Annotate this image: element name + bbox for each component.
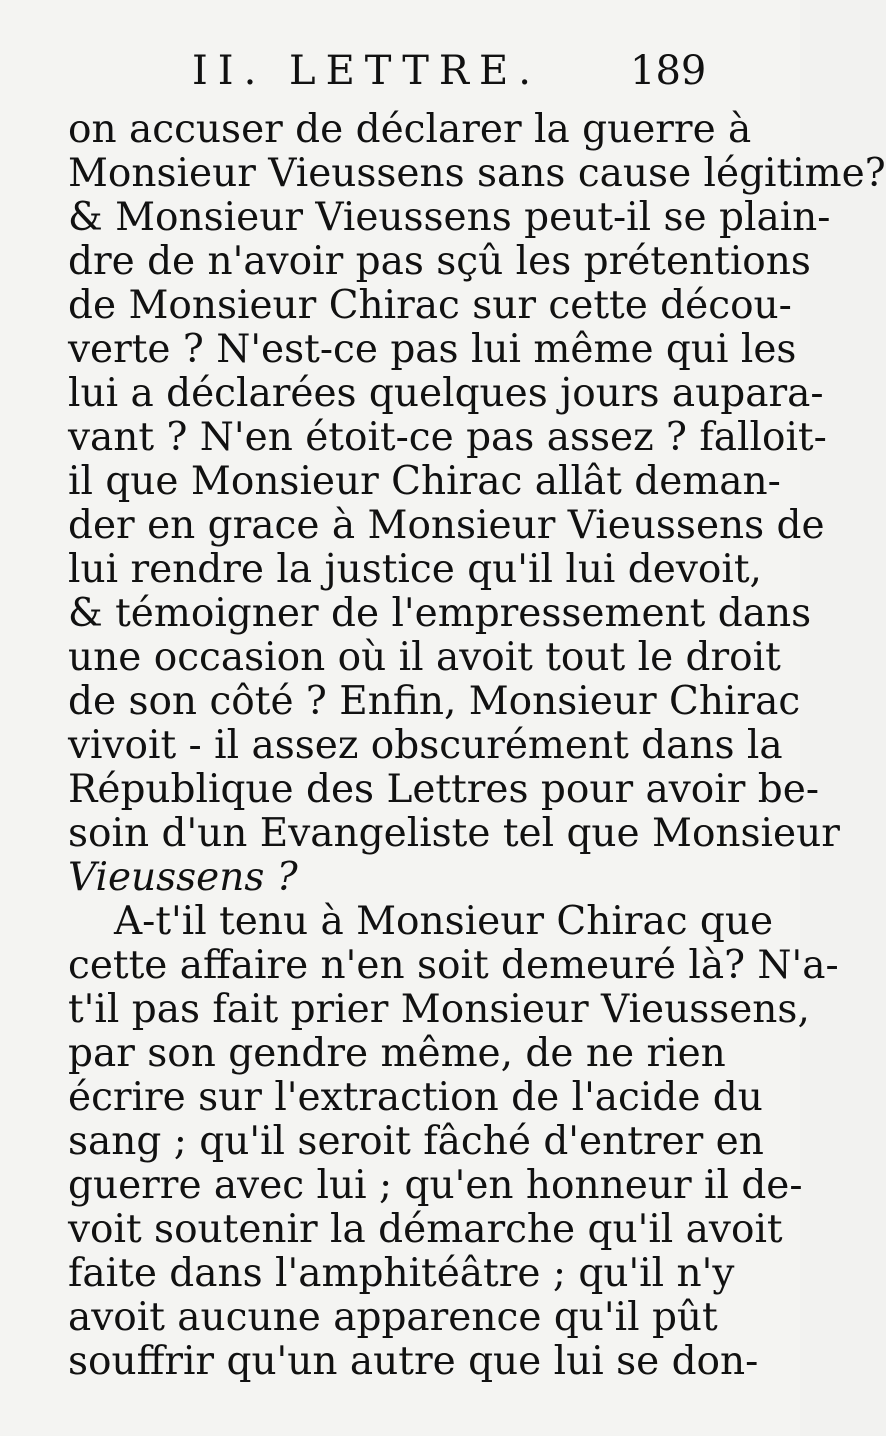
text-line: lui a déclarées quelques jours aupara- [68,371,824,416]
text-line: de son côté ? Enfin, Monsieur Chirac [68,679,801,724]
text-line: t'il pas fait prier Monsieur Vieussens, [68,987,810,1032]
page-number: 189 [630,48,707,94]
text-line: par son gendre même, de ne rien [68,1031,726,1076]
text-line: guerre avec lui ; qu'en honneur il de- [68,1163,803,1208]
text-line: der en grace à Monsieur Vieussens de [68,503,825,548]
text-line: République des Lettres pour avoir be- [68,767,820,812]
text-line: sang ; qu'il seroit fâché d'entrer en [68,1119,764,1164]
text-line: de Monsieur Chirac sur cette décou- [68,283,792,328]
text-line: on accuser de déclarer la guerre à [68,107,752,152]
text-line: Monsieur Vieussens sans cause légitime? [68,151,886,196]
text-line: soin d'un Evangeliste tel que Monsieur [68,811,840,856]
text-line: cette affaire n'en soit demeuré là? N'a- [68,943,839,988]
text-line: souffrir qu'un autre que lui se don- [68,1339,759,1384]
text-line: dre de n'avoir pas sçû les prétentions [68,239,811,284]
text-line: avoit aucune apparence qu'il pût [68,1295,718,1340]
text-line: verte ? N'est-ce pas lui même qui les [68,327,797,372]
text-line: & Monsieur Vieussens peut-il se plain- [68,195,831,240]
header-title: II. LETTRE. [192,48,541,94]
text-line: vivoit - il assez obscurément dans la [68,723,783,768]
paragraph-first-line: A-t'il tenu à Monsieur Chirac que [114,899,774,944]
text-line: une occasion où il avoit tout le droit [68,635,781,680]
running-header [0,48,800,98]
text-line: lui rendre la justice qu'il lui devoit, [68,547,762,592]
text-line: faite dans l'amphitéâtre ; qu'il n'y [68,1251,735,1296]
text-line: il que Monsieur Chirac allât deman- [68,459,781,504]
text-line: & témoigner de l'empressement dans [68,591,812,636]
text-line: vant ? N'en étoit-ce pas assez ? falloit- [68,415,827,460]
text-line: voit soutenir la démarche qu'il avoit [68,1207,783,1252]
text-line: écrire sur l'extraction de l'acide du [68,1075,763,1120]
text-line: Vieussens ? [68,855,298,900]
